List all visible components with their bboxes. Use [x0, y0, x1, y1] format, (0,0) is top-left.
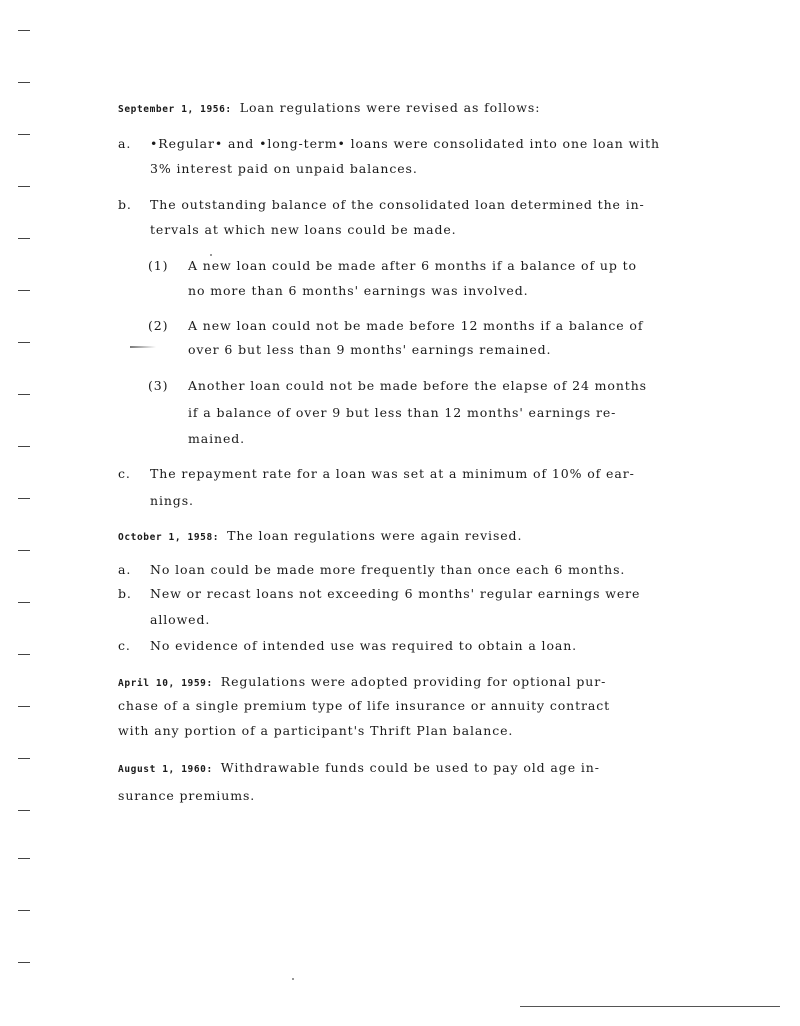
item-marker: a.: [118, 136, 132, 151]
entry-oct-1958-heading: [118, 528, 522, 546]
item-marker: b.: [118, 197, 132, 212]
margin-tick: [18, 654, 30, 655]
sub-item-3-continuation: if a balance of over 9 but less than 12 months' earnings re-: [188, 405, 617, 420]
item-marker: c.: [118, 466, 131, 481]
margin-tick: [18, 342, 30, 343]
list-item-c-continuation: nings.: [150, 493, 194, 508]
footer-rule: [520, 1006, 780, 1007]
sub-item-3-continuation: mained.: [188, 431, 246, 446]
margin-tick: [18, 706, 30, 707]
margin-tick: [18, 238, 30, 239]
sub-item-marker: (1): [148, 258, 169, 273]
margin-tick: [18, 810, 30, 811]
item-marker: a.: [118, 562, 132, 577]
sub-item-text: Another loan could not be made before the elapse of 24 months: [188, 378, 647, 393]
item-text: •Regular• and •long-term• loans were consolidated into one loan with: [150, 136, 660, 151]
entry-apr-1959-heading: [118, 674, 606, 692]
entry-text: The loan regulations were again revised.: [227, 528, 523, 543]
margin-tick: [18, 290, 30, 291]
item-marker: b.: [118, 586, 132, 601]
list-item-b: [118, 197, 645, 213]
margin-tick: [18, 858, 30, 859]
sub-item-1: [148, 258, 637, 274]
margin-tick: [18, 962, 30, 963]
sub-item-marker: (3): [148, 378, 169, 393]
margin-tick: [18, 446, 30, 447]
margin-tick: [18, 910, 30, 911]
list-item-c: [118, 466, 635, 482]
margin-tick: [18, 498, 30, 499]
item-marker: c.: [118, 638, 131, 653]
list-item-b-continuation: tervals at which new loans could be made.: [150, 222, 457, 237]
margin-tick-marks: [18, 0, 32, 1026]
margin-tick: [18, 758, 30, 759]
margin-tick: [18, 186, 30, 187]
sub-item-2-continuation: over 6 but less than 9 months' earnings remained.: [188, 342, 552, 357]
item-text: New or recast loans not exceeding 6 months' regular earnings were: [150, 586, 641, 601]
list-item-b: [118, 586, 640, 602]
scan-speck: [210, 254, 212, 256]
entry-aug-1960-heading: [118, 760, 600, 778]
entry-date: October 1, 1958:: [118, 532, 220, 543]
stray-scan-mark: [130, 346, 156, 348]
sub-item-2: [148, 318, 643, 334]
margin-tick: [18, 602, 30, 603]
list-item-b-continuation: allowed.: [150, 612, 211, 627]
entry-date: April 10, 1959:: [118, 678, 213, 689]
entry-date: September 1, 1956:: [118, 104, 232, 115]
entry-aug-1960-continuation: surance premiums.: [118, 788, 256, 803]
sub-item-marker: (2): [148, 318, 169, 333]
list-item-a: [118, 562, 625, 578]
margin-tick: [18, 134, 30, 135]
entry-apr-1959-continuation: chase of a single premium type of life insurance or annuity contract: [118, 698, 611, 713]
entry-apr-1959-continuation: with any portion of a participant's Thrift Plan balance.: [118, 723, 514, 738]
item-text: The repayment rate for a loan was set at a minimum of 10% of ear-: [150, 466, 635, 481]
item-text: No loan could be made more frequently than once each 6 months.: [150, 562, 626, 577]
entry-text: Withdrawable funds could be used to pay old age in-: [220, 760, 600, 775]
scan-speck: [292, 978, 294, 980]
margin-tick: [18, 394, 30, 395]
entry-text: Loan regulations were revised as follows:: [239, 100, 541, 115]
item-text: No evidence of intended use was required to obtain a loan.: [150, 638, 578, 653]
entry-date: August 1, 1960:: [118, 764, 213, 775]
sub-item-text: A new loan could not be made before 12 months if a balance of: [188, 318, 644, 333]
sub-item-1-continuation: no more than 6 months' earnings was involved.: [188, 283, 529, 298]
sub-item-text: A new loan could be made after 6 months if a balance of up to: [188, 258, 637, 273]
entry-text: Regulations were adopted providing for optional pur-: [220, 674, 607, 689]
sub-item-3: [148, 378, 647, 394]
list-item-a: [118, 136, 660, 152]
list-item-a-continuation: 3% interest paid on unpaid balances.: [150, 161, 418, 176]
margin-tick: [18, 30, 30, 31]
margin-tick: [18, 82, 30, 83]
entry-sep-1956-heading: [118, 100, 540, 118]
margin-tick: [18, 550, 30, 551]
list-item-c: [118, 638, 577, 654]
item-text: The outstanding balance of the consolidated loan determined the in-: [150, 197, 645, 212]
